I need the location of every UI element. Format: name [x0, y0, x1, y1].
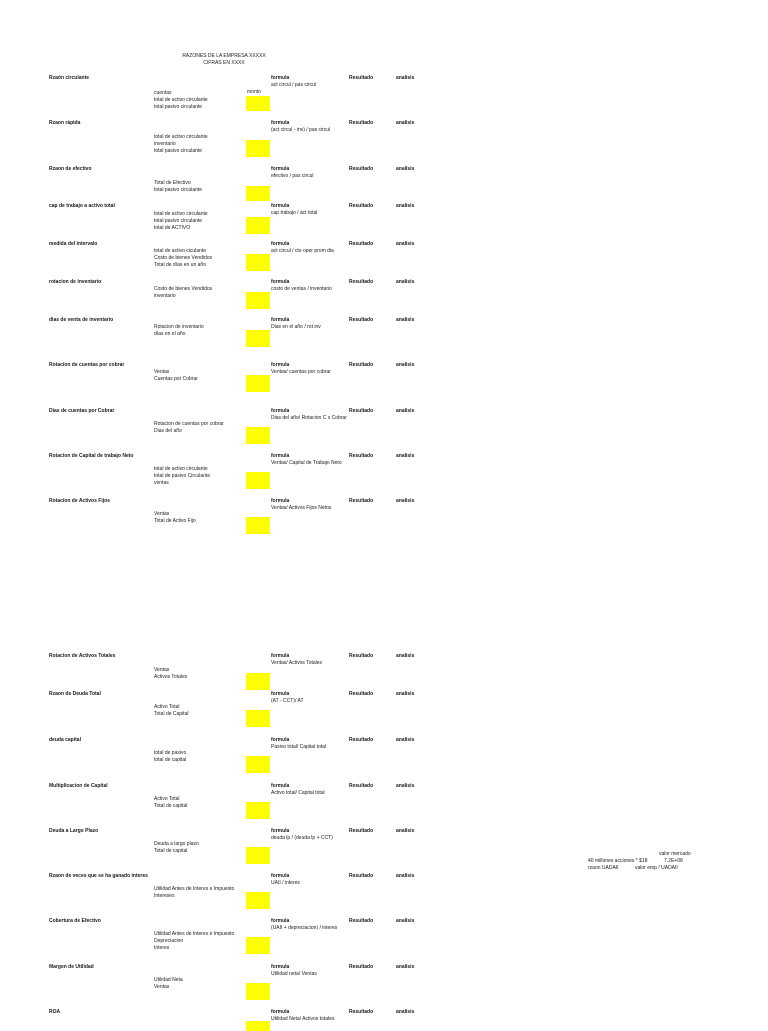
value-cell[interactable] [246, 517, 270, 534]
value-cell[interactable] [246, 472, 270, 489]
value-cell[interactable] [246, 756, 270, 773]
result-label: Resultado [349, 783, 374, 789]
value-cell[interactable] [246, 292, 270, 309]
ratio-item: Costo de bienes Vendidos [154, 255, 213, 262]
ratio-name: Rotacion de cuentas por cobrar [49, 362, 125, 368]
ratio-item: total de pasivo [154, 750, 187, 756]
ratio-item: Dias del año [154, 428, 182, 435]
ratio-item: total pasivo circulante [154, 104, 203, 111]
ratio-items [154, 977, 183, 991]
formula-text: Ventas/ Capital de Trabajo Neto [271, 460, 342, 466]
formula-label: formula [271, 964, 290, 970]
formula-label: formula [271, 362, 290, 368]
ratio-name: cap de trabajo a activo total [49, 203, 115, 209]
ratio-item: Total de capital [154, 848, 188, 855]
ratio-item: Activo Total [154, 796, 180, 802]
ratio-name: Cobertura de Efectivo [49, 918, 101, 924]
ratio-items [154, 180, 202, 194]
ratio-name: Rzaon de Deuda Total [49, 691, 101, 697]
ratio-name: Rzaon de efectivo [49, 166, 92, 172]
result-label: Resultado [349, 203, 374, 209]
value-cell[interactable] [246, 892, 270, 909]
ratio-item: Total de Capital [154, 711, 189, 718]
ratio-name: Rotacion de Activos Fijos [49, 498, 110, 504]
ebitda-ratio-formula: valor emp / UADAII [635, 865, 678, 871]
analysis-label: analisis [396, 737, 415, 743]
ratio-item: Activos Totales [154, 674, 188, 681]
formula-text: UAII / interes [271, 880, 300, 886]
ratio-name: Deuda a Largo Plazo [49, 828, 99, 834]
ratio-item: total de activo circulante [154, 211, 208, 217]
formula-text: (UAII + depreciacion) / interes [271, 925, 338, 931]
ratio-items [154, 704, 188, 718]
ratio-items [154, 286, 212, 300]
market-value-label: valor mercado [659, 851, 691, 857]
analysis-label: analisis [396, 317, 415, 323]
formula-text: (act circul - inv) / pas circul [271, 127, 331, 133]
formula-label: formula [271, 1009, 290, 1015]
result-label: Resultado [349, 453, 374, 459]
formula-label: formula [271, 918, 290, 924]
ratio-items [154, 886, 234, 900]
formula-label: formula [271, 241, 290, 247]
sheet-subtitle: CIFRAS EN XXXX [203, 60, 245, 66]
ratio-item: total de activo circulante [154, 97, 208, 104]
ratio-item: Rotacion de inventario [154, 324, 204, 330]
analysis-label: analisis [396, 362, 415, 368]
value-cell[interactable] [246, 217, 270, 234]
analysis-label: analisis [396, 691, 415, 697]
ratio-item: total pasivo circulante [154, 218, 203, 225]
value-cell[interactable] [246, 427, 270, 444]
ratio-item: Interes [154, 945, 170, 952]
result-label: Resultado [349, 120, 374, 126]
formula-text: Ventas/ Activos Totales [271, 660, 323, 666]
ratio-item: total de pasivo Circulante [154, 473, 211, 480]
formula-text: Utilidad neta/ Ventas [271, 971, 317, 977]
analysis-label: analisis [396, 653, 415, 659]
ratio-name: ROA [49, 1009, 61, 1015]
analysis-label: analisis [396, 279, 415, 285]
ratio-item: Utilidad Neta [154, 977, 183, 983]
ratio-items [154, 90, 208, 112]
result-label: Resultado [349, 408, 374, 414]
value-cell[interactable] [246, 983, 270, 1000]
analysis-label: analisis [396, 203, 415, 209]
ratio-items [154, 324, 204, 338]
result-label: Resultado [349, 362, 374, 368]
result-label: Resultado [349, 737, 374, 743]
result-label: Resultado [349, 691, 374, 697]
analysis-label: analisis [396, 918, 415, 924]
ratio-item: Activo Total [154, 704, 180, 710]
result-label: Resultado [349, 964, 374, 970]
formula-text: Pasivo total/ Capital total [271, 744, 327, 750]
value-cell[interactable] [246, 673, 270, 690]
result-label: Resultado [349, 653, 374, 659]
ratio-item: inventario [154, 293, 176, 300]
formula-text: act circul / cto oper prom dia [271, 248, 334, 254]
ratio-items [154, 511, 196, 525]
ratio-items [154, 211, 208, 233]
amount-label: monto [247, 89, 261, 95]
result-label: Resultado [349, 1009, 374, 1015]
value-cell[interactable] [246, 140, 270, 157]
result-label: Resultado [349, 918, 374, 924]
ratio-name: Rzaon de veces que se ha ganado interes [49, 873, 148, 879]
ratio-name: deuda capital [49, 737, 81, 743]
formula-label: formula [271, 873, 290, 879]
shares-calc-value: 7.2E+08 [664, 858, 683, 864]
formula-label: formula [271, 691, 290, 697]
formula-label: formula [271, 653, 290, 659]
formula-text: deuda lp / (deuda lp + CCT) [271, 835, 333, 841]
analysis-label: analisis [396, 241, 415, 247]
result-label: Resultado [349, 317, 374, 323]
formula-text: Utilidad Neta/ Activos totales [271, 1016, 335, 1022]
analysis-label: analisis [396, 964, 415, 970]
ratio-item: Ventas [154, 667, 170, 673]
formula-text: Activo total/ Capital total [271, 790, 325, 796]
ratio-items [154, 931, 234, 953]
formula-text: Dias en el año / rot inv [271, 324, 321, 330]
ratio-items [154, 466, 210, 488]
ratio-name: dias de venta de inventario [49, 317, 114, 323]
ratio-item: Total de Efectivo [154, 180, 191, 186]
result-label: Resultado [349, 279, 374, 285]
shares-calc-label: 40 millones acciones * $18 [588, 858, 648, 864]
analysis-label: analisis [396, 166, 415, 172]
formula-text: cap trabajo / act total [271, 210, 318, 216]
ratio-item: Deuda a largo plazo [154, 841, 199, 847]
ratio-item: Ventas [154, 511, 170, 517]
formula-text: Ventas/ Activos Fijos Netos [271, 505, 332, 511]
formula-label: formula [271, 408, 290, 414]
ratio-name: Rzaon rápida [49, 120, 81, 126]
ratio-name: Margen de Utilidad [49, 964, 94, 970]
ratio-name: Multiplicacion de Capital [49, 783, 108, 789]
ratio-items [154, 667, 187, 681]
ratio-item: Total de Activo Fijo [154, 518, 196, 525]
value-cell[interactable] [246, 96, 270, 111]
formula-text: (AT - CCT)/ AT [271, 698, 304, 704]
ratio-item: Total de días en un año [154, 262, 206, 269]
ratio-items [154, 750, 186, 764]
ratio-item: inventario [154, 141, 176, 148]
analysis-label: analisis [396, 120, 415, 126]
value-cell[interactable] [246, 710, 270, 727]
value-cell[interactable] [246, 330, 270, 347]
value-cell[interactable] [246, 847, 270, 864]
analysis-label: analisis [396, 873, 415, 879]
ratio-item: Total de capital [154, 803, 188, 810]
formula-text: act circul / pas circul [271, 82, 317, 88]
ratio-items [154, 421, 224, 435]
ratio-item: Cuentas por Cobrar [154, 376, 198, 383]
ratio-items [154, 841, 199, 855]
ratio-items [154, 369, 198, 383]
formula-text: efectivo / pas circul [271, 173, 314, 179]
result-label: Resultado [349, 828, 374, 834]
analysis-label: analisis [396, 408, 415, 414]
formula-label: formula [271, 203, 290, 209]
ratio-item: total pasivo circulante [154, 148, 203, 155]
formula-label: formula [271, 317, 290, 323]
ratio-items [154, 248, 212, 270]
ratio-item: Utilidad Antes de Interes e Impuesto [154, 931, 235, 937]
ratio-item: total de ACTIVO [154, 225, 191, 232]
formula-text: costo de ventas / inventario [271, 286, 332, 292]
value-cell[interactable] [246, 186, 270, 201]
result-label: Resultado [349, 75, 374, 81]
ratio-item: Rotacion de cuentas por cobrar [154, 421, 224, 427]
ratio-item: Costo de bienes Vendidos [154, 286, 213, 292]
ratio-name: Rotacion de Activos Totales [49, 653, 116, 659]
value-cell[interactable] [246, 375, 270, 392]
ratio-item: total de activo circulante [154, 466, 208, 472]
result-label: Resultado [349, 498, 374, 504]
formula-text: Ventas/ cuentas por cobrar [271, 369, 331, 375]
ratio-item: ventas [154, 480, 169, 487]
ratio-items [154, 134, 208, 156]
analysis-label: analisis [396, 783, 415, 789]
formula-label: formula [271, 498, 290, 504]
analysis-label: analisis [396, 828, 415, 834]
ratio-name: Rotacion de Capital de trabajo Neto [49, 453, 134, 459]
ratio-item: días en el año [154, 331, 186, 338]
formula-label: formula [271, 279, 290, 285]
ratio-name: medida del intervalo [49, 241, 98, 247]
formula-label: formula [271, 453, 290, 459]
analysis-label: analisis [396, 75, 415, 81]
ratio-name: Dias de cuentas por Cobrar [49, 408, 115, 414]
value-cell[interactable] [246, 802, 270, 819]
formula-label: formula [271, 783, 290, 789]
ratio-item: total de activo circulante [154, 134, 208, 140]
sheet-title: RAZONES DE LA EMPRESA XXXXX [182, 53, 266, 59]
ratio-item: Utilidad Antes de Interes e Impuesto [154, 886, 235, 892]
value-cell[interactable] [246, 254, 270, 271]
formula-text: Dias del año/ Rotacion C x Cobrar [271, 415, 347, 421]
ratio-item: Intereses [154, 893, 175, 900]
ratio-name: rotacion de inventario [49, 279, 102, 285]
result-label: Resultado [349, 166, 374, 172]
formula-label: formula [271, 120, 290, 126]
ratio-items [154, 796, 187, 810]
ebitda-ratio-label: rzaon UADAII [588, 865, 619, 871]
result-label: Resultado [349, 241, 374, 247]
formula-label: formula [271, 737, 290, 743]
ratio-item: Ventas [154, 369, 170, 375]
ratio-item: Depreciacion [154, 938, 184, 945]
ratio-item: total de activo ciculante [154, 248, 206, 254]
value-cell[interactable] [246, 1021, 270, 1031]
formula-label: formula [271, 166, 290, 172]
formula-label: formula [271, 828, 290, 834]
ratio-item: cuentas [154, 90, 172, 96]
ratio-item: total pasivo circulante [154, 187, 203, 194]
value-cell[interactable] [246, 937, 270, 954]
ratio-item: Ventas [154, 984, 170, 991]
analysis-label: analisis [396, 498, 415, 504]
analysis-label: analisis [396, 1009, 415, 1015]
ratio-name: Rzaón circulante [49, 75, 90, 81]
analysis-label: analisis [396, 453, 415, 459]
formula-label: formula [271, 75, 290, 81]
result-label: Resultado [349, 873, 374, 879]
ratio-item: total de capital [154, 757, 187, 764]
